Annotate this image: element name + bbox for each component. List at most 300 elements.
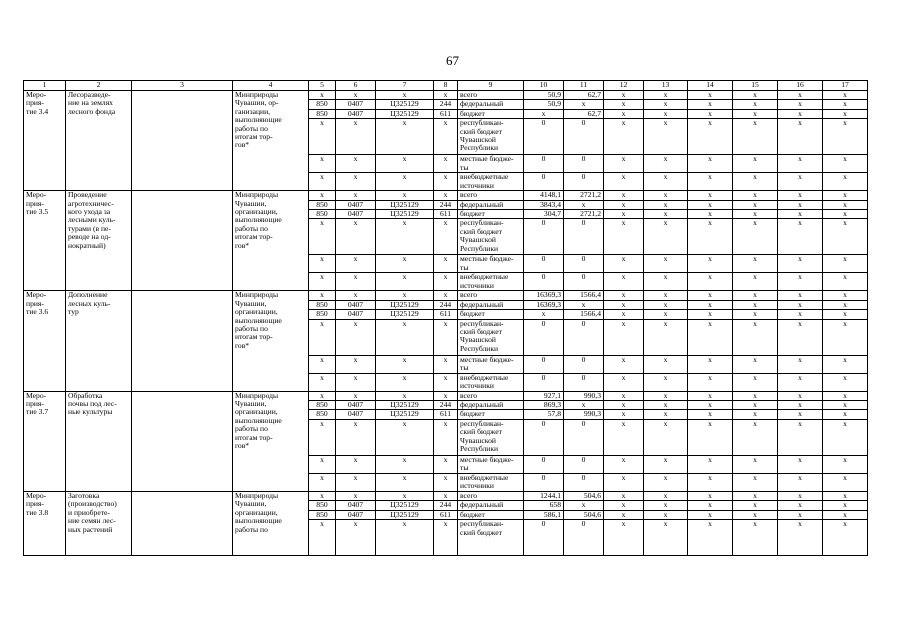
- value-cell: x: [604, 300, 644, 309]
- value-cell: 0: [564, 273, 604, 291]
- measure-code-cell: Меро- прия- тие 3.7: [24, 391, 66, 491]
- budget-code-cell: 0407: [336, 300, 376, 309]
- column-number-cell: 17: [823, 81, 868, 91]
- value-cell: x: [733, 491, 778, 500]
- budget-code-cell: 850: [309, 410, 336, 419]
- column-number-cell: 6: [336, 81, 376, 91]
- budget-code-cell: x: [376, 91, 434, 100]
- value-cell: x: [823, 109, 868, 118]
- budget-code-cell: x: [309, 391, 336, 400]
- budget-code-cell: 244: [434, 501, 458, 510]
- column-number-cell: 16: [778, 81, 823, 91]
- value-cell: x: [778, 109, 823, 118]
- value-cell: x: [688, 455, 733, 473]
- value-cell: x: [733, 119, 778, 155]
- budget-code-cell: x: [336, 219, 376, 255]
- measure-name-cell: Обработка почвы под лес- ные культуры: [66, 391, 132, 491]
- value-cell: x: [733, 191, 778, 200]
- value-cell: x: [688, 100, 733, 109]
- budget-code-cell: x: [434, 455, 458, 473]
- value-cell: x: [644, 191, 688, 200]
- value-cell: x: [604, 419, 644, 455]
- column-number-cell: 15: [733, 81, 778, 91]
- value-cell: x: [688, 410, 733, 419]
- value-cell: x: [644, 219, 688, 255]
- header-row: [24, 81, 868, 91]
- value-cell: 0: [564, 173, 604, 191]
- value-cell: 658: [524, 501, 564, 510]
- value-cell: x: [733, 419, 778, 455]
- budget-code-cell: 611: [434, 109, 458, 118]
- value-cell: x: [778, 291, 823, 300]
- budget-code-cell: Ц325129: [376, 510, 434, 519]
- measure-name-cell: Заготовка (производство) и приобрете- ние семян лес- ных растений: [66, 491, 132, 555]
- value-cell: x: [604, 91, 644, 100]
- column-number-cell: 4: [233, 81, 309, 91]
- value-cell: 0: [564, 119, 604, 155]
- budget-code-cell: x: [434, 291, 458, 300]
- measure-code-cell: Меро- прия- тие 3.4: [24, 91, 66, 191]
- value-cell: x: [733, 173, 778, 191]
- value-cell: 3843,4: [524, 200, 564, 209]
- value-cell: 0: [564, 319, 604, 355]
- funding-source-cell: всего: [458, 391, 524, 400]
- budget-code-cell: 0407: [336, 310, 376, 319]
- column-number-cell: 5: [309, 81, 336, 91]
- value-cell: x: [604, 200, 644, 209]
- budget-code-cell: Ц325129: [376, 401, 434, 410]
- budget-code-cell: x: [309, 273, 336, 291]
- budget-code-cell: x: [434, 219, 458, 255]
- value-cell: 0: [524, 373, 564, 391]
- budget-code-cell: x: [336, 119, 376, 155]
- value-cell: x: [688, 109, 733, 118]
- page-number: 67: [446, 53, 459, 68]
- value-cell: x: [564, 200, 604, 209]
- value-cell: 50,9: [524, 91, 564, 100]
- value-cell: x: [564, 501, 604, 510]
- column-number-cell: 2: [66, 81, 132, 91]
- budget-code-cell: 850: [309, 200, 336, 209]
- budget-code-cell: x: [336, 255, 376, 273]
- budget-code-cell: 850: [309, 109, 336, 118]
- value-cell: x: [823, 501, 868, 510]
- value-cell: x: [604, 520, 644, 556]
- value-cell: x: [524, 109, 564, 118]
- funding-source-cell: местные бюдже- ты: [458, 155, 524, 173]
- value-cell: x: [604, 355, 644, 373]
- value-cell: x: [604, 510, 644, 519]
- budget-code-cell: Ц325129: [376, 200, 434, 209]
- value-cell: x: [644, 200, 688, 209]
- budget-code-cell: x: [336, 291, 376, 300]
- budget-code-cell: x: [434, 255, 458, 273]
- column-number-cell: 3: [132, 81, 233, 91]
- value-cell: 0: [564, 155, 604, 173]
- budget-code-cell: x: [434, 191, 458, 200]
- value-cell: x: [564, 401, 604, 410]
- value-cell: x: [733, 219, 778, 255]
- value-cell: x: [604, 255, 644, 273]
- value-cell: 0: [524, 255, 564, 273]
- measure-code-cell: Меро- прия- тие 3.5: [24, 191, 66, 291]
- value-cell: x: [823, 155, 868, 173]
- executor-cell: Минприроды Чувашии, организации, выполняющие работы по итогам тор- гов*: [233, 191, 309, 291]
- budget-code-cell: x: [336, 391, 376, 400]
- value-cell: x: [644, 310, 688, 319]
- budget-code-cell: x: [376, 173, 434, 191]
- value-cell: x: [823, 401, 868, 410]
- funding-source-cell: внебюджетные источники: [458, 173, 524, 191]
- measure-name-cell: Дополнение лесных куль- тур: [66, 291, 132, 391]
- value-cell: 1244,1: [524, 491, 564, 500]
- value-cell: x: [644, 255, 688, 273]
- column-number-cell: 10: [524, 81, 564, 91]
- value-cell: 0: [564, 355, 604, 373]
- budget-code-cell: Ц325129: [376, 100, 434, 109]
- value-cell: x: [604, 191, 644, 200]
- value-cell: 0: [524, 419, 564, 455]
- budget-code-cell: 611: [434, 310, 458, 319]
- value-cell: x: [778, 401, 823, 410]
- funding-source-cell: всего: [458, 191, 524, 200]
- value-cell: x: [778, 100, 823, 109]
- budget-code-cell: x: [434, 155, 458, 173]
- value-cell: x: [604, 455, 644, 473]
- budget-code-cell: x: [309, 173, 336, 191]
- value-cell: x: [688, 210, 733, 219]
- value-cell: x: [604, 401, 644, 410]
- budget-code-cell: Ц325129: [376, 300, 434, 309]
- value-cell: x: [823, 510, 868, 519]
- budget-code-cell: 611: [434, 510, 458, 519]
- value-cell: x: [688, 373, 733, 391]
- value-cell: x: [688, 501, 733, 510]
- budget-code-cell: x: [434, 319, 458, 355]
- value-cell: x: [688, 491, 733, 500]
- value-cell: 16369,3: [524, 291, 564, 300]
- value-cell: x: [778, 91, 823, 100]
- column-number-cell: 11: [564, 81, 604, 91]
- value-cell: x: [688, 391, 733, 400]
- measure-name-cell: Проведение агротехничес- кого ухода за лесными куль- турами (в пе- реводе на од- нократный): [66, 191, 132, 291]
- value-cell: x: [688, 155, 733, 173]
- value-cell: x: [688, 219, 733, 255]
- budget-code-cell: x: [376, 291, 434, 300]
- value-cell: x: [604, 473, 644, 491]
- budget-code-cell: x: [376, 155, 434, 173]
- value-cell: x: [823, 210, 868, 219]
- value-cell: x: [644, 273, 688, 291]
- funding-source-cell: республикан- ский бюджет Чувашской Республики: [458, 419, 524, 455]
- value-cell: x: [604, 491, 644, 500]
- budget-code-cell: 850: [309, 510, 336, 519]
- value-cell: x: [644, 109, 688, 118]
- funding-source-cell: республикан- ский бюджет Чувашской Республики: [458, 219, 524, 255]
- value-cell: x: [644, 419, 688, 455]
- budget-code-cell: 850: [309, 501, 336, 510]
- value-cell: x: [733, 100, 778, 109]
- value-cell: x: [604, 119, 644, 155]
- value-cell: x: [688, 355, 733, 373]
- executor-cell: Минприроды Чувашии, организации, выполняющие работы по: [233, 491, 309, 555]
- value-cell: x: [604, 291, 644, 300]
- funding-source-cell: федеральный: [458, 100, 524, 109]
- value-cell: x: [604, 155, 644, 173]
- value-cell: x: [778, 501, 823, 510]
- executor-cell: Минприроды Чувашии, организации, выполняющие работы по итогам тор- гов*: [233, 291, 309, 391]
- value-cell: x: [733, 355, 778, 373]
- executor-cell: Минприроды Чувашии, организации, выполняющие работы по итогам тор- гов*: [233, 391, 309, 491]
- budget-code-cell: 850: [309, 210, 336, 219]
- value-cell: x: [778, 155, 823, 173]
- funding-source-cell: местные бюдже- ты: [458, 355, 524, 373]
- value-cell: x: [644, 410, 688, 419]
- value-cell: x: [778, 473, 823, 491]
- value-cell: 927,1: [524, 391, 564, 400]
- value-cell: x: [778, 273, 823, 291]
- value-cell: 0: [524, 355, 564, 373]
- empty-cell: [132, 291, 233, 391]
- budget-code-cell: 611: [434, 410, 458, 419]
- budget-code-cell: x: [309, 491, 336, 500]
- budget-code-cell: x: [434, 520, 458, 556]
- value-cell: x: [688, 191, 733, 200]
- funding-source-cell: внебюджетные источники: [458, 473, 524, 491]
- value-cell: x: [604, 373, 644, 391]
- value-cell: x: [823, 319, 868, 355]
- budget-code-cell: Ц325129: [376, 410, 434, 419]
- value-cell: x: [733, 410, 778, 419]
- empty-cell: [132, 391, 233, 491]
- value-cell: x: [644, 455, 688, 473]
- value-cell: x: [823, 119, 868, 155]
- value-cell: x: [778, 419, 823, 455]
- value-cell: x: [733, 255, 778, 273]
- value-cell: x: [688, 119, 733, 155]
- value-cell: x: [604, 219, 644, 255]
- budget-code-cell: x: [309, 219, 336, 255]
- value-cell: 0: [564, 219, 604, 255]
- value-cell: x: [778, 173, 823, 191]
- value-cell: 62,7: [564, 91, 604, 100]
- budget-code-cell: x: [309, 191, 336, 200]
- budget-code-cell: x: [434, 273, 458, 291]
- value-cell: x: [733, 155, 778, 173]
- budget-code-cell: x: [309, 155, 336, 173]
- value-cell: x: [644, 91, 688, 100]
- table-row: [24, 491, 868, 500]
- funding-source-cell: местные бюдже- ты: [458, 255, 524, 273]
- value-cell: x: [733, 473, 778, 491]
- budget-code-cell: 0407: [336, 109, 376, 118]
- budget-code-cell: x: [434, 355, 458, 373]
- value-cell: x: [644, 391, 688, 400]
- value-cell: 0: [524, 173, 564, 191]
- value-cell: 304,7: [524, 210, 564, 219]
- value-cell: 0: [524, 319, 564, 355]
- value-cell: x: [823, 455, 868, 473]
- funding-source-cell: федеральный: [458, 401, 524, 410]
- value-cell: x: [778, 219, 823, 255]
- budget-code-cell: x: [336, 473, 376, 491]
- measure-name-cell: Лесоразведе- ние на землях лесного фонда: [66, 91, 132, 191]
- value-cell: x: [644, 520, 688, 556]
- value-cell: 16369,3: [524, 300, 564, 309]
- value-cell: x: [564, 300, 604, 309]
- value-cell: 57,8: [524, 410, 564, 419]
- value-cell: x: [604, 100, 644, 109]
- value-cell: x: [823, 410, 868, 419]
- value-cell: x: [604, 173, 644, 191]
- value-cell: x: [604, 210, 644, 219]
- funding-source-cell: бюджет: [458, 210, 524, 219]
- value-cell: x: [733, 319, 778, 355]
- budget-code-cell: 0407: [336, 410, 376, 419]
- value-cell: x: [733, 501, 778, 510]
- value-cell: x: [688, 419, 733, 455]
- budget-code-cell: x: [376, 355, 434, 373]
- table-row: [24, 191, 868, 200]
- table-row: [24, 291, 868, 300]
- value-cell: 0: [564, 455, 604, 473]
- value-cell: x: [823, 300, 868, 309]
- budget-code-cell: x: [434, 391, 458, 400]
- value-cell: x: [823, 491, 868, 500]
- value-cell: x: [778, 310, 823, 319]
- value-cell: x: [733, 455, 778, 473]
- budget-code-cell: x: [309, 473, 336, 491]
- value-cell: x: [778, 410, 823, 419]
- value-cell: x: [823, 391, 868, 400]
- budget-code-cell: x: [434, 373, 458, 391]
- value-cell: x: [733, 300, 778, 309]
- value-cell: x: [778, 210, 823, 219]
- value-cell: x: [778, 200, 823, 209]
- budget-code-cell: x: [434, 173, 458, 191]
- budget-code-cell: 850: [309, 401, 336, 410]
- budget-code-cell: 0407: [336, 210, 376, 219]
- funding-source-cell: республикан- ский бюджет: [458, 520, 524, 556]
- value-cell: x: [733, 373, 778, 391]
- column-number-cell: 8: [434, 81, 458, 91]
- table-row: [24, 391, 868, 400]
- value-cell: x: [823, 373, 868, 391]
- value-cell: x: [688, 273, 733, 291]
- measure-code-cell: Меро- прия- тие 3.8: [24, 491, 66, 555]
- value-cell: x: [604, 501, 644, 510]
- value-cell: 0: [524, 273, 564, 291]
- budget-code-cell: x: [309, 520, 336, 556]
- budget-table: [23, 80, 868, 556]
- value-cell: x: [733, 391, 778, 400]
- budget-code-cell: 0407: [336, 100, 376, 109]
- funding-source-cell: федеральный: [458, 501, 524, 510]
- funding-source-cell: бюджет: [458, 109, 524, 118]
- budget-code-cell: x: [309, 455, 336, 473]
- table-row: [24, 91, 868, 100]
- column-number-cell: 1: [24, 81, 66, 91]
- value-cell: x: [733, 210, 778, 219]
- value-cell: x: [688, 401, 733, 410]
- value-cell: x: [823, 255, 868, 273]
- value-cell: 0: [524, 473, 564, 491]
- budget-code-cell: 850: [309, 100, 336, 109]
- budget-code-cell: x: [336, 273, 376, 291]
- budget-code-cell: 850: [309, 310, 336, 319]
- value-cell: x: [733, 200, 778, 209]
- value-cell: x: [778, 300, 823, 309]
- empty-cell: [132, 191, 233, 291]
- budget-code-cell: x: [309, 91, 336, 100]
- funding-source-cell: федеральный: [458, 300, 524, 309]
- value-cell: x: [644, 401, 688, 410]
- budget-code-cell: x: [336, 355, 376, 373]
- funding-source-cell: республикан- ский бюджет Чувашской Республики: [458, 119, 524, 155]
- value-cell: x: [823, 520, 868, 556]
- value-cell: x: [604, 391, 644, 400]
- value-cell: x: [778, 391, 823, 400]
- budget-code-cell: x: [376, 219, 434, 255]
- funding-source-cell: местные бюдже- ты: [458, 455, 524, 473]
- value-cell: x: [688, 520, 733, 556]
- budget-code-cell: 244: [434, 100, 458, 109]
- value-cell: x: [564, 100, 604, 109]
- value-cell: x: [733, 273, 778, 291]
- budget-code-cell: x: [376, 473, 434, 491]
- budget-code-cell: x: [376, 455, 434, 473]
- budget-code-cell: Ц325129: [376, 501, 434, 510]
- budget-code-cell: 244: [434, 200, 458, 209]
- value-cell: x: [823, 91, 868, 100]
- budget-code-cell: 0407: [336, 401, 376, 410]
- funding-source-cell: внебюджетные источники: [458, 373, 524, 391]
- column-number-cell: 9: [458, 81, 524, 91]
- funding-source-cell: внебюджетные источники: [458, 273, 524, 291]
- value-cell: x: [778, 373, 823, 391]
- value-cell: 990,3: [564, 391, 604, 400]
- budget-code-cell: x: [336, 491, 376, 500]
- value-cell: x: [644, 491, 688, 500]
- funding-source-cell: всего: [458, 491, 524, 500]
- value-cell: x: [688, 291, 733, 300]
- value-cell: 0: [524, 155, 564, 173]
- budget-code-cell: x: [434, 119, 458, 155]
- value-cell: x: [823, 355, 868, 373]
- value-cell: x: [778, 191, 823, 200]
- budget-code-cell: x: [336, 91, 376, 100]
- budget-code-cell: x: [376, 319, 434, 355]
- value-cell: 4148,1: [524, 191, 564, 200]
- value-cell: x: [823, 310, 868, 319]
- value-cell: x: [778, 319, 823, 355]
- value-cell: x: [823, 419, 868, 455]
- value-cell: x: [823, 473, 868, 491]
- value-cell: x: [778, 520, 823, 556]
- funding-source-cell: всего: [458, 91, 524, 100]
- budget-code-cell: 0407: [336, 200, 376, 209]
- value-cell: 50,9: [524, 100, 564, 109]
- value-cell: 1566,4: [564, 310, 604, 319]
- funding-source-cell: федеральный: [458, 200, 524, 209]
- value-cell: 0: [524, 455, 564, 473]
- value-cell: x: [778, 119, 823, 155]
- budget-code-cell: 0407: [336, 510, 376, 519]
- budget-code-cell: x: [309, 119, 336, 155]
- value-cell: x: [778, 455, 823, 473]
- budget-code-cell: x: [309, 291, 336, 300]
- value-cell: 0: [524, 119, 564, 155]
